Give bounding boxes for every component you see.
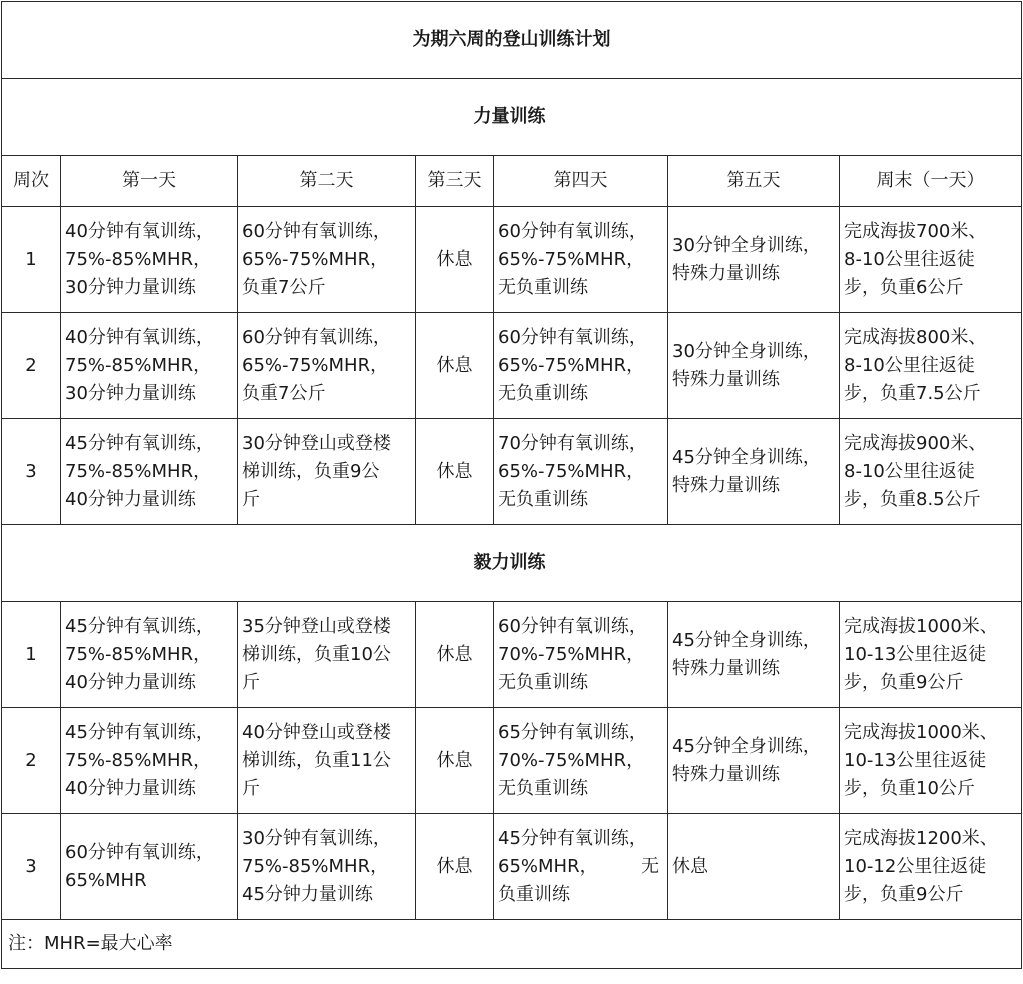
weekend-cell bbox=[840, 207, 1022, 313]
cell-line: 完成海拔1000米、 bbox=[844, 615, 998, 637]
cell-line: 10-13公里往返徒 bbox=[844, 643, 987, 665]
day3-cell: 休息 bbox=[416, 708, 494, 814]
cell-line: 30分钟力量训练 bbox=[65, 276, 196, 298]
day1-cell bbox=[61, 708, 238, 814]
column-header: 第三天 bbox=[416, 156, 494, 207]
day2-cell bbox=[238, 602, 416, 708]
weekend-cell bbox=[840, 602, 1022, 708]
day4-cell bbox=[494, 602, 668, 708]
cell-line: 65分钟有氧训练， bbox=[498, 721, 647, 743]
cell-line: 40分钟登山或登楼 bbox=[242, 721, 391, 743]
day1-cell bbox=[61, 207, 238, 313]
cell-line: 45分钟全身训练， bbox=[672, 446, 821, 468]
cell-line: 步，负重10公斤 bbox=[844, 777, 975, 799]
day2-cell bbox=[238, 814, 416, 920]
cell-line: 65%-75%MHR， bbox=[498, 248, 645, 270]
cell-line: 40分钟力量训练 bbox=[65, 671, 196, 693]
cell-line: 30分钟全身训练， bbox=[672, 234, 821, 256]
week-cell: 2 bbox=[2, 708, 61, 814]
weekend-cell bbox=[840, 814, 1022, 920]
cell-line: 步，负重9公斤 bbox=[844, 671, 964, 693]
column-header-row bbox=[2, 156, 1022, 207]
week-cell: 2 bbox=[2, 313, 61, 419]
cell-line: 8-10公里往返徒 bbox=[844, 248, 975, 270]
day4-cell bbox=[494, 313, 668, 419]
cell-line: 65%MHR， bbox=[498, 855, 598, 877]
section-title-text: 毅力训练 bbox=[473, 552, 546, 573]
cell-line: 负重7公斤 bbox=[242, 382, 326, 404]
cell-line: 特殊力量训练 bbox=[672, 368, 780, 390]
day3-cell: 休息 bbox=[416, 814, 494, 920]
cell-line: 45分钟力量训练 bbox=[242, 883, 373, 905]
cell-line: 40分钟有氧训练， bbox=[65, 326, 214, 348]
cell-line: 无负重训练 bbox=[498, 276, 588, 298]
column-header: 第五天 bbox=[668, 156, 840, 207]
cell-line: 10-13公里往返徒 bbox=[844, 749, 987, 771]
cell-line: 30分钟登山或登楼 bbox=[242, 432, 391, 454]
cell-line: 60分钟有氧训练， bbox=[242, 326, 391, 348]
cell-line: 斤 bbox=[242, 671, 260, 693]
table-row bbox=[2, 814, 1022, 920]
cell-line: 特殊力量训练 bbox=[672, 262, 780, 284]
day4-cell bbox=[494, 419, 668, 525]
cell-line: 30分钟力量训练 bbox=[65, 382, 196, 404]
cell-line: 斤 bbox=[242, 777, 260, 799]
cell-line: 45分钟有氧训练， bbox=[65, 432, 214, 454]
day3-cell: 休息 bbox=[416, 602, 494, 708]
cell-line: 40分钟有氧训练， bbox=[65, 220, 214, 242]
day1-cell bbox=[61, 602, 238, 708]
table-row bbox=[2, 313, 1022, 419]
day2-cell bbox=[238, 313, 416, 419]
day4-cell bbox=[494, 708, 668, 814]
day3-cell: 休息 bbox=[416, 207, 494, 313]
column-header: 第一天 bbox=[61, 156, 238, 207]
cell-line: 8-10公里往返徒 bbox=[844, 460, 975, 482]
cell-line: 65%MHR bbox=[65, 869, 147, 891]
cell-line: 45分钟有氧训练， bbox=[65, 615, 214, 637]
weekend-cell bbox=[840, 708, 1022, 814]
cell-line: 完成海拔800米、 bbox=[844, 326, 987, 348]
cell-line: 65%-75%MHR， bbox=[498, 354, 645, 376]
cell-line: 步，负重9公斤 bbox=[844, 883, 964, 905]
cell-line: 休息 bbox=[672, 855, 708, 877]
footnote: 注：MHR=最大心率 bbox=[2, 920, 1022, 969]
cell-line: 60分钟有氧训练， bbox=[65, 841, 214, 863]
cell-line: 负重训练 bbox=[498, 883, 570, 905]
cell-line: 35分钟登山或登楼 bbox=[242, 615, 391, 637]
cell-line: 45分钟全身训练， bbox=[672, 735, 821, 757]
cell-line: 步，负重6公斤 bbox=[844, 276, 964, 298]
day3-cell: 休息 bbox=[416, 313, 494, 419]
cell-line: 步，负重8.5公斤 bbox=[844, 488, 981, 510]
cell-line: 完成海拔1000米、 bbox=[844, 721, 998, 743]
day5-cell bbox=[668, 207, 840, 313]
section-row bbox=[2, 525, 1022, 602]
cell-line: 70%-75%MHR， bbox=[498, 643, 645, 665]
table-row bbox=[2, 207, 1022, 313]
day5-cell bbox=[668, 814, 840, 920]
day2-cell bbox=[238, 708, 416, 814]
day2-cell bbox=[238, 419, 416, 525]
training-plan-table bbox=[1, 1, 1022, 969]
cell-line: 无负重训练 bbox=[498, 671, 588, 693]
note-row bbox=[2, 920, 1022, 969]
day5-cell bbox=[668, 313, 840, 419]
cell-line: 75%-85%MHR， bbox=[242, 855, 389, 877]
day5-cell bbox=[668, 419, 840, 525]
cell-line: 无负重训练 bbox=[498, 777, 588, 799]
cell-line: 60分钟有氧训练， bbox=[242, 220, 391, 242]
cell-line: 完成海拔1200米、 bbox=[844, 827, 998, 849]
table-row bbox=[2, 602, 1022, 708]
weekend-cell bbox=[840, 419, 1022, 525]
day3-cell: 休息 bbox=[416, 419, 494, 525]
cell-line: 60分钟有氧训练， bbox=[498, 326, 647, 348]
day4-cell bbox=[494, 814, 668, 920]
cell-line: 75%-85%MHR， bbox=[65, 643, 212, 665]
column-header: 第四天 bbox=[494, 156, 668, 207]
cell-line: 65%-75%MHR， bbox=[498, 460, 645, 482]
cell-line: 40分钟力量训练 bbox=[65, 777, 196, 799]
cell-line-split bbox=[498, 853, 665, 881]
cell-line: 斤 bbox=[242, 488, 260, 510]
day1-cell bbox=[61, 313, 238, 419]
cell-line: 步，负重7.5公斤 bbox=[844, 382, 981, 404]
cell-line: 70%-75%MHR， bbox=[498, 749, 645, 771]
cell-line: 无负重训练 bbox=[498, 382, 588, 404]
cell-line: 梯训练，负重9公 bbox=[242, 460, 380, 482]
day2-cell bbox=[238, 207, 416, 313]
cell-line: 梯训练，负重11公 bbox=[242, 749, 391, 771]
section-title-text: 力量训练 bbox=[473, 106, 546, 127]
cell-line: 30分钟全身训练， bbox=[672, 340, 821, 362]
cell-line: 负重7公斤 bbox=[242, 276, 326, 298]
cell-line: 60分钟有氧训练， bbox=[498, 220, 647, 242]
cell-line: 65%-75%MHR， bbox=[242, 354, 389, 376]
cell-line: 特殊力量训练 bbox=[672, 763, 780, 785]
table-row bbox=[2, 708, 1022, 814]
cell-line: 45分钟全身训练， bbox=[672, 629, 821, 651]
day5-cell bbox=[668, 708, 840, 814]
day4-cell bbox=[494, 207, 668, 313]
cell-line: 无 bbox=[641, 855, 659, 877]
cell-line: 65%-75%MHR， bbox=[242, 248, 389, 270]
section-row bbox=[2, 79, 1022, 156]
section-title bbox=[2, 79, 1022, 156]
page-title: 为期六周的登山训练计划 bbox=[2, 2, 1022, 79]
cell-line: 特殊力量训练 bbox=[672, 474, 780, 496]
column-header: 周次 bbox=[2, 156, 61, 207]
cell-line: 10-12公里往返徒 bbox=[844, 855, 987, 877]
section-title bbox=[2, 525, 1022, 602]
cell-line: 8-10公里往返徒 bbox=[844, 354, 975, 376]
cell-line: 75%-85%MHR， bbox=[65, 248, 212, 270]
column-header: 第二天 bbox=[238, 156, 416, 207]
cell-line: 特殊力量训练 bbox=[672, 657, 780, 679]
cell-line: 60分钟有氧训练， bbox=[498, 615, 647, 637]
cell-line: 45分钟有氧训练， bbox=[498, 827, 647, 849]
cell-line: 75%-85%MHR， bbox=[65, 354, 212, 376]
cell-line: 完成海拔700米、 bbox=[844, 220, 987, 242]
cell-line: 无负重训练 bbox=[498, 488, 588, 510]
week-cell: 1 bbox=[2, 602, 61, 708]
weekend-cell bbox=[840, 313, 1022, 419]
week-cell: 3 bbox=[2, 814, 61, 920]
column-header: 周末（一天） bbox=[840, 156, 1022, 207]
cell-line: 40分钟力量训练 bbox=[65, 488, 196, 510]
cell-line: 70分钟有氧训练， bbox=[498, 432, 647, 454]
cell-line: 45分钟有氧训练， bbox=[65, 721, 214, 743]
cell-line: 梯训练，负重10公 bbox=[242, 643, 391, 665]
day5-cell bbox=[668, 602, 840, 708]
week-cell: 3 bbox=[2, 419, 61, 525]
day1-cell bbox=[61, 419, 238, 525]
cell-line: 75%-85%MHR， bbox=[65, 749, 212, 771]
cell-line: 30分钟有氧训练， bbox=[242, 827, 391, 849]
week-cell: 1 bbox=[2, 207, 61, 313]
cell-line: 完成海拔900米、 bbox=[844, 432, 987, 454]
table-row bbox=[2, 419, 1022, 525]
cell-line: 75%-85%MHR， bbox=[65, 460, 212, 482]
day1-cell bbox=[61, 814, 238, 920]
